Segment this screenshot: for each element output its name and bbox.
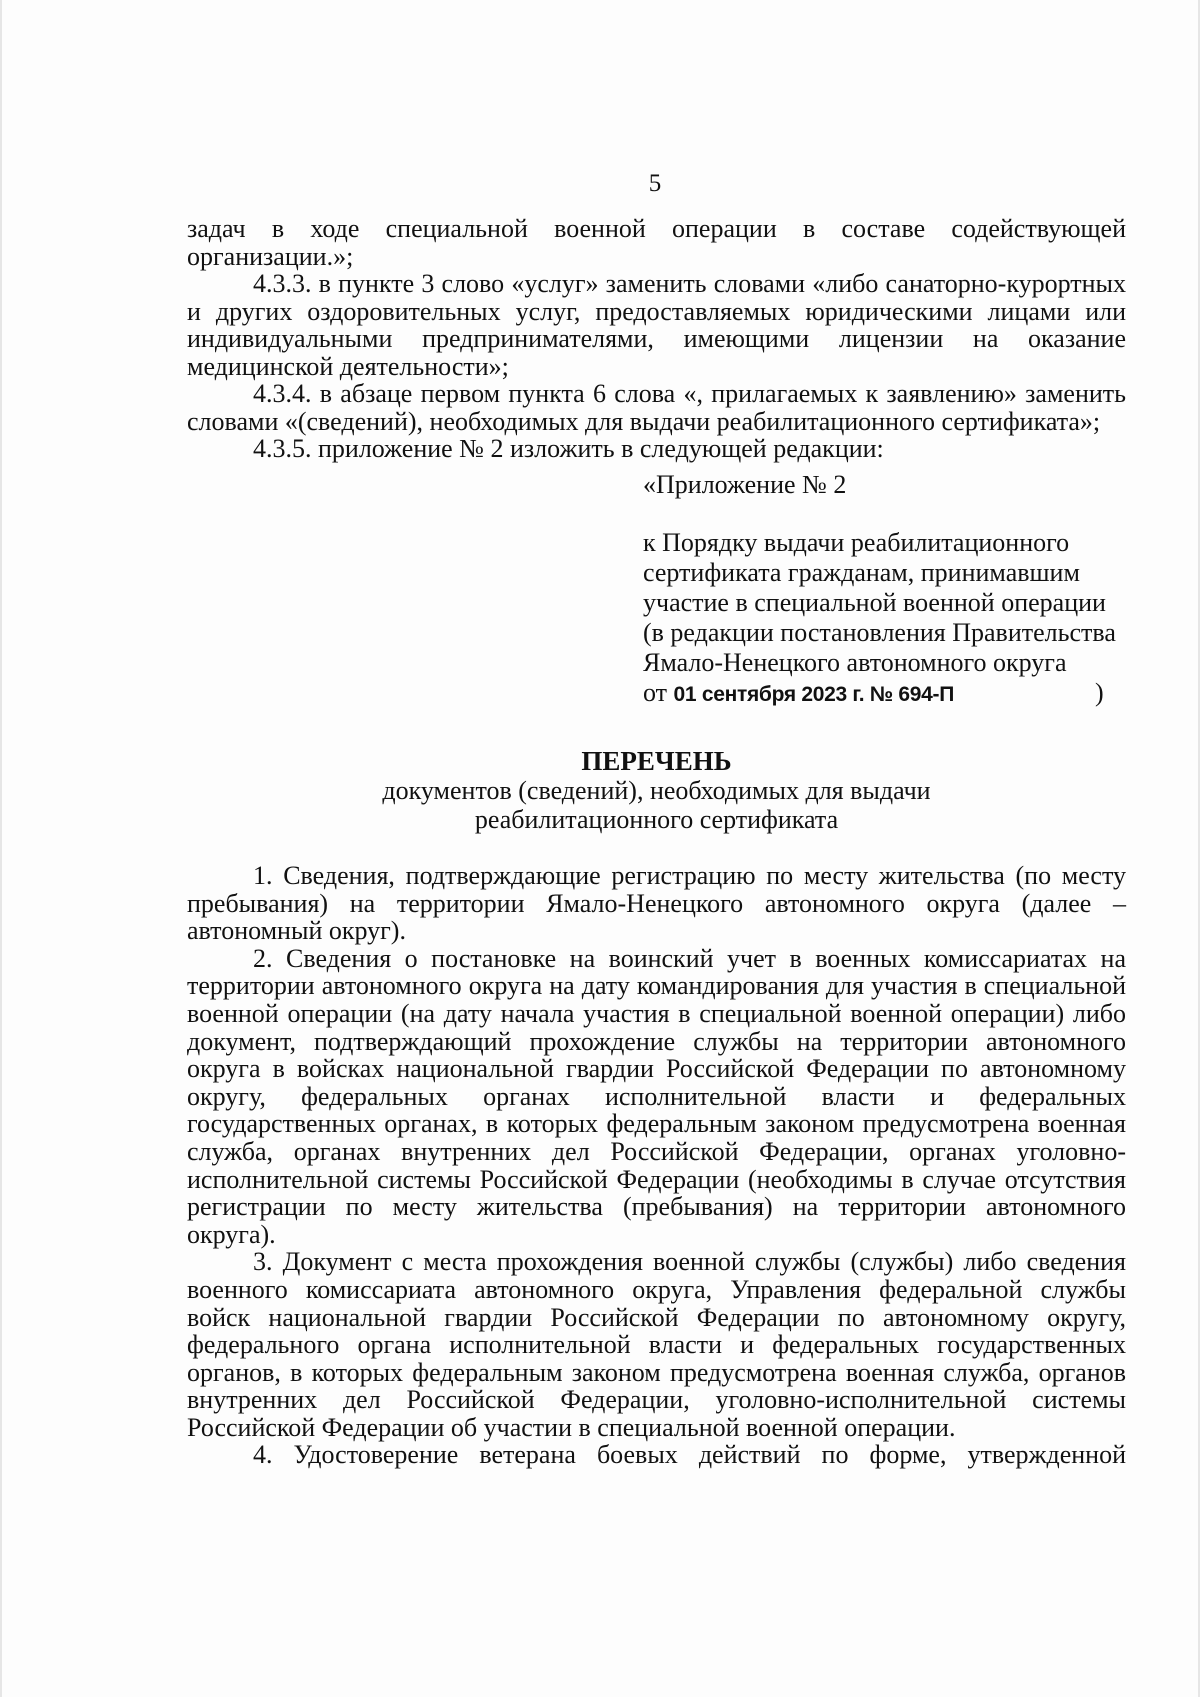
amendment-paragraph: 4.3.4. в абзаце первом пункта 6 слова «, прилагаемых к заявлению» заменить словами «(сведений), необходимых для выдачи реабилитационного сертификата»; [187, 379, 1126, 436]
amendment-paragraph: задач в ходе специальной военной операции в составе содействующей организации.»; [187, 214, 1126, 271]
list-item: 1. Сведения, подтверждающие регистрацию по месту жительства (по месту пребывания) на территории Ямало-Ненецкого автономного округа (далее – автономный округ). [187, 861, 1126, 946]
page-edge-left [0, 0, 2, 1697]
appendix-title: «Приложение № 2 [643, 470, 847, 499]
amendment-paragraph: 4.3.3. в пункте 3 слово «услуг» заменить словами «либо санаторно-курортных и других оздоровительных услуг, предоставляемых юридическими лицами или индивидуальными предпринимателями, имеющими лицензии на оказание медицинской деятельности»; [187, 269, 1126, 381]
list-item: 3. Документ с места прохождения военной службы (службы) либо сведения военного комиссариата автономного округа, Управления федеральной службы войск национальной гвардии Российской Федерации по автономному округу, федерального органа исполнительной власти и федеральных государственных органов, в которых федеральным законом предусмотрена военная служба, органов внутренних дел Российской Федерации, уголовно-исполнительной системы Российской Федерации об участии в специальной военной операции. [187, 1247, 1126, 1442]
list-heading [187, 747, 1126, 834]
list-item: 4. Удостоверение ветерана боевых действий по форме, утвержденной [253, 1440, 1126, 1470]
appendix-line: к Порядку выдачи реабилитационного [643, 528, 1070, 557]
heading-subtitle: документов (сведений), необходимых для выдачи [382, 776, 931, 805]
approval-prefix: от [643, 678, 668, 707]
heading-title: ПЕРЕЧЕНЬ [581, 746, 732, 776]
approval-date-number: 01 сентября 2023 г. № 694-П [673, 683, 955, 706]
amendment-text [187, 215, 1126, 463]
appendix-block [643, 470, 1123, 710]
appendix-line: (в редакции постановления Правительства [643, 618, 1116, 647]
appendix-line: Ямало-Ненецкого автономного округа [643, 648, 1067, 677]
heading-subtitle: реабилитационного сертификата [474, 805, 839, 834]
closing-parenthesis: ) [1095, 678, 1104, 707]
approval-line [643, 678, 1123, 710]
amendment-paragraph: 4.3.5. приложение № 2 изложить в следующей редакции: [253, 434, 884, 463]
list-item: 2. Сведения о постановке на воинский учет в военных комиссариатах на территории автономного округа на дату командирования для участия в специальной военной операции (на дату начала участия в специальной военной операции) либо документ, подтверждающий прохождение службы на территории автономного округа в войсках национальной гвардии Российской Федерации по автономному округу, федеральных органах исполнительной власти и федеральных государственных органах, в которых федеральным законом предусмотрена военная служба, органах внутренних дел Российской Федерации, органах уголовно-исполнительной системы Российской Федерации (необходимы в случае отсутствия регистрации по месту жительства (пребывания) на территории автономного округа). [187, 943, 1126, 1249]
page-number: 5 [648, 170, 662, 197]
appendix-line: участие в специальной военной операции [643, 588, 1106, 617]
documents-list [187, 862, 1126, 1469]
appendix-line: сертификата гражданам, принимавшим [643, 558, 1080, 587]
